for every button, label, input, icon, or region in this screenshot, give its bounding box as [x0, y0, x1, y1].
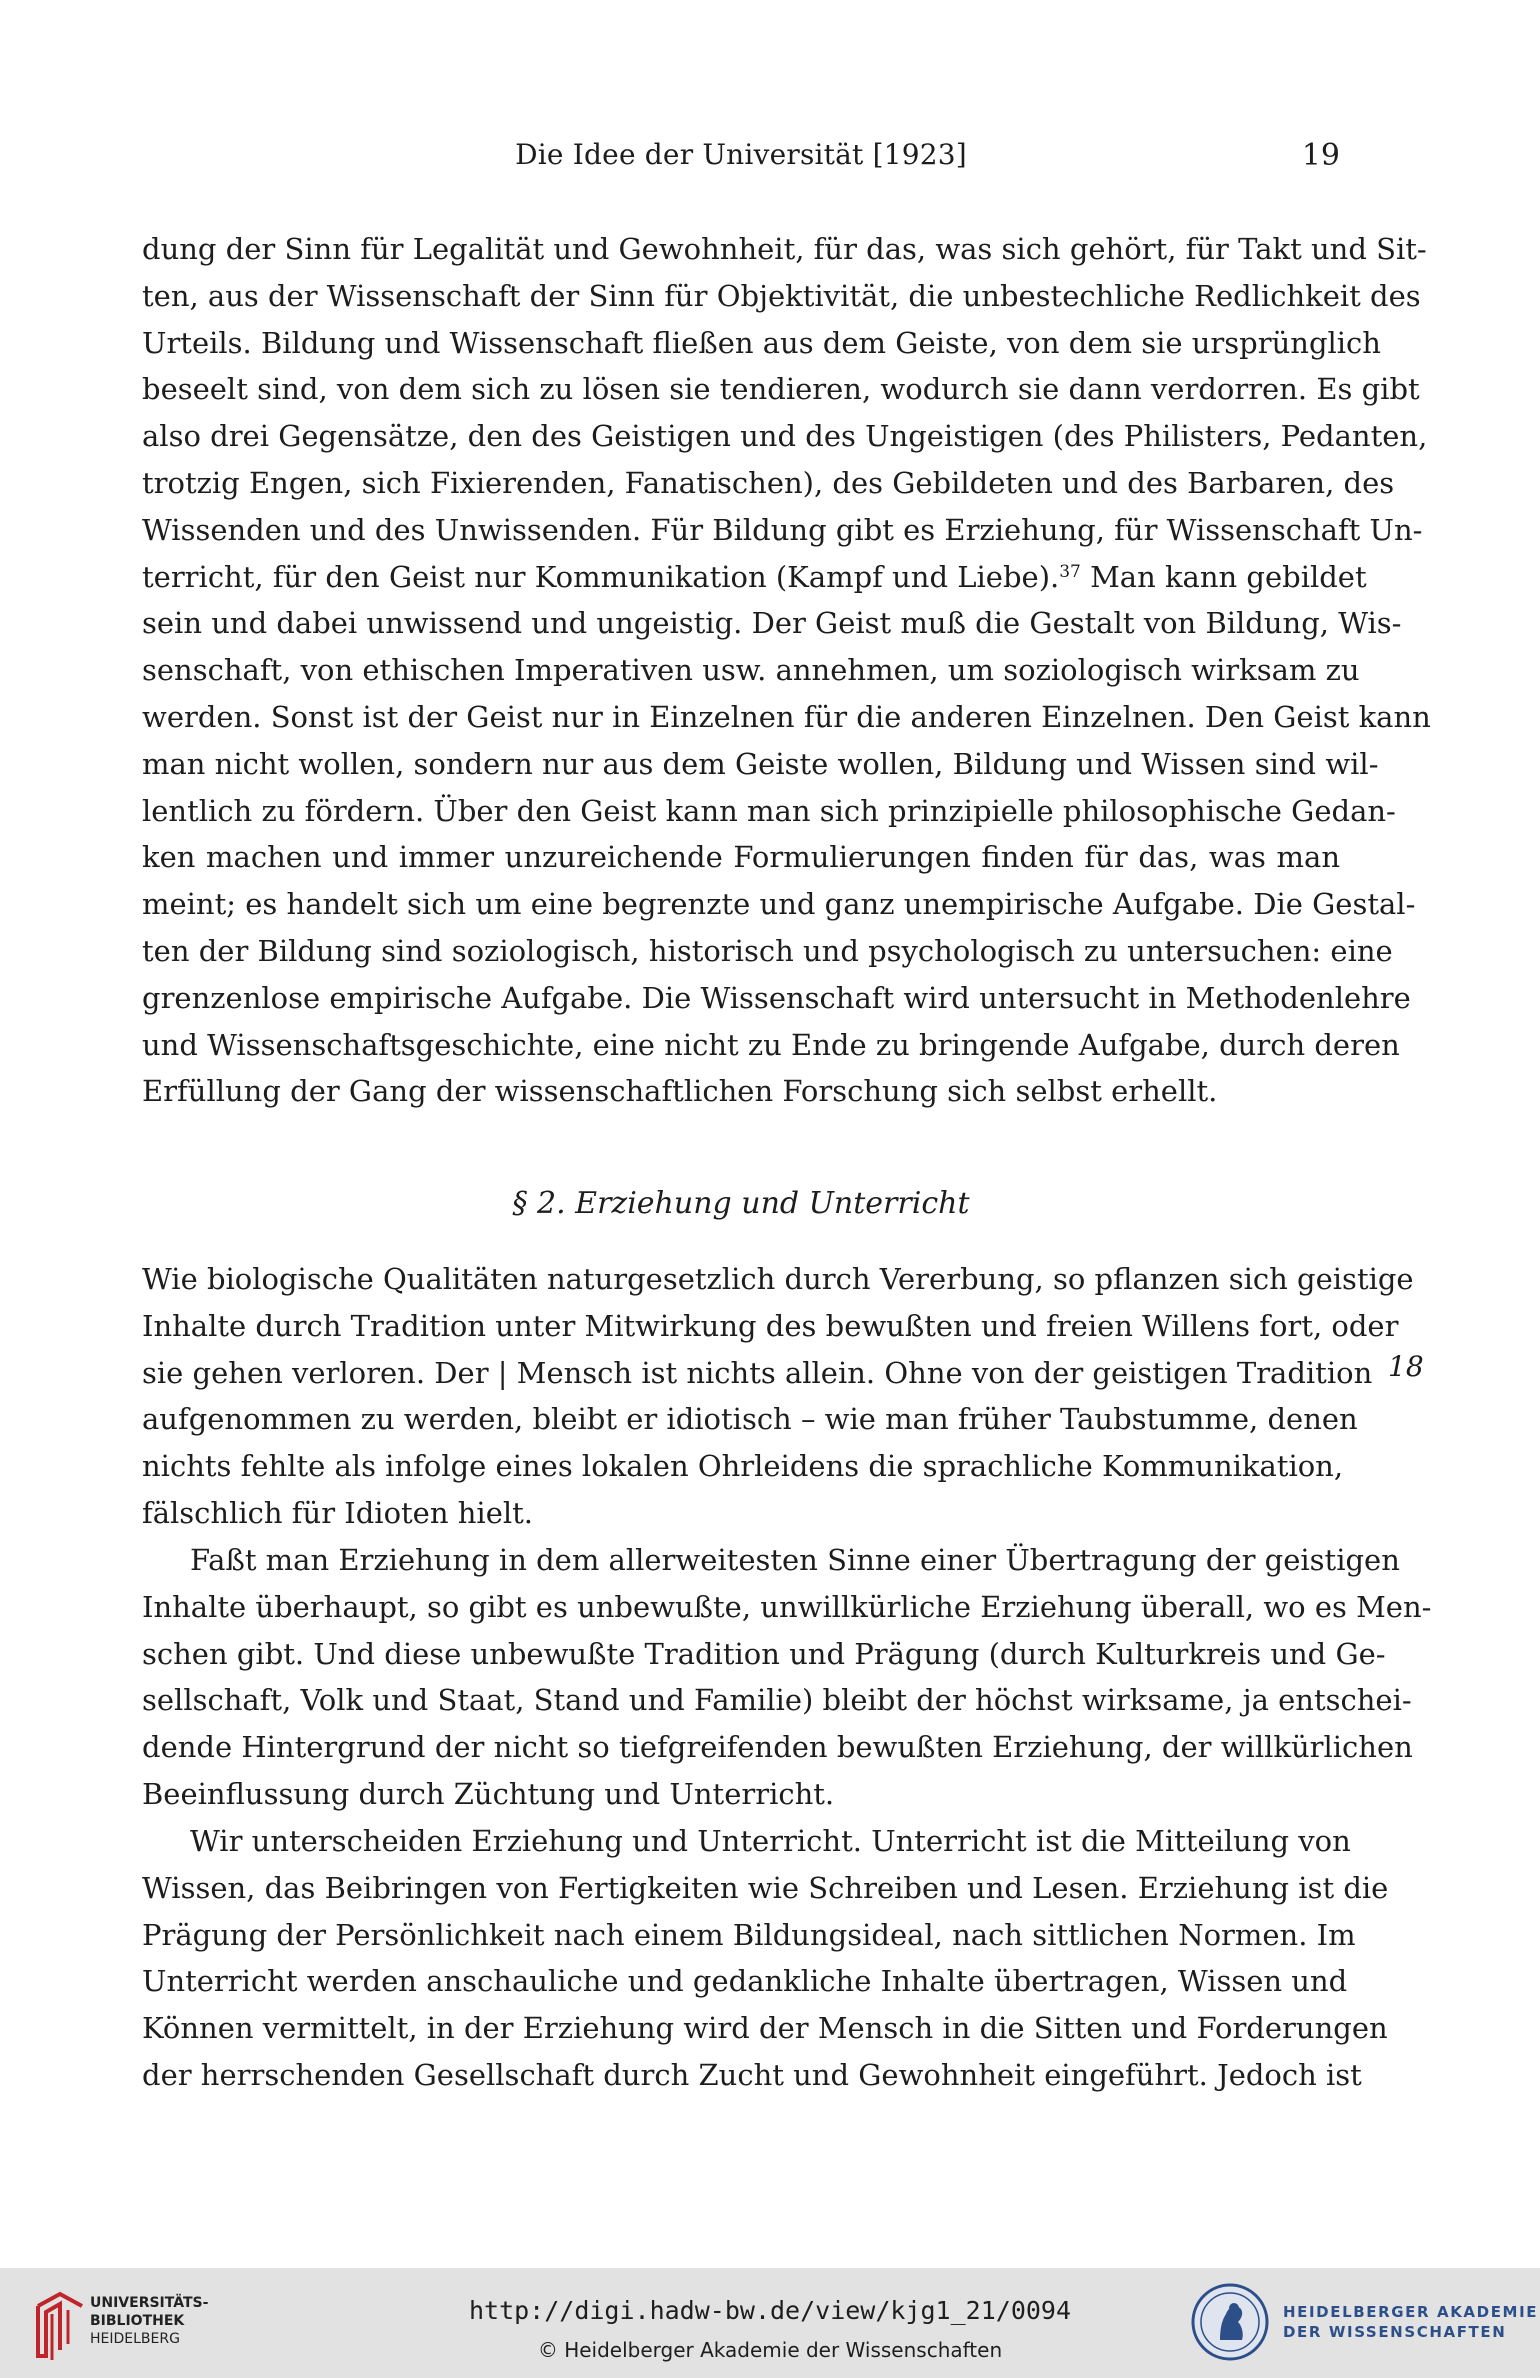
text-line: dende Hintergrund der nicht so tiefgreifenden bewußten Erziehung, der willkürlichen	[142, 1730, 1413, 1765]
text-line: grenzenlose empirische Aufgabe. Die Wissenschaft wird untersucht in Methodenlehre	[142, 980, 1411, 1015]
text-line: Prägung der Persönlichkeit nach einem Bildungsideal, nach sittlichen Normen. Im	[142, 1917, 1356, 1952]
text-line-with-footnote	[142, 554, 1367, 601]
text-line: sellschaft, Volk und Staat, Stand und Familie) bleibt der höchst wirksame, ja entschei-	[142, 1683, 1412, 1718]
text-line: fälschlich für Idioten hielt.	[142, 1495, 534, 1530]
paragraph-3	[142, 1818, 1389, 2099]
library-name-line: UNIVERSITÄTS-	[90, 2295, 209, 2311]
page-number: 19	[1301, 138, 1340, 173]
text-line: man nicht wollen, sondern nur aus dem Geiste wollen, Bildung und Wissen sind wil-	[142, 746, 1379, 781]
text-line: Inhalte durch Tradition unter Mitwirkung des bewußten und freien Willens fort, oder	[142, 1308, 1399, 1343]
text-line: also drei Gegensätze, den des Geistigen und des Ungeistigen (des Philisters, Pedanten,	[142, 419, 1428, 454]
text-line: Erfüllung der Gang der wissenschaftlichen Forschung sich selbst erhellt.	[142, 1074, 1218, 1109]
section-heading: § 2. Erziehung und Unterricht	[512, 1186, 970, 1221]
library-name-line: HEIDELBERG	[90, 2331, 180, 2347]
text-line: trotzig Engen, sich Fixierenden, Fanatischen), des Gebildeten und des Barbaren, des	[142, 465, 1395, 500]
margin-page-reference: 18	[1388, 1350, 1424, 1383]
permalink-url[interactable]: http://digi.hadw-bw.de/view/kjg1_21/0094	[468, 2296, 1072, 2325]
text-line: Wissen, das Beibringen von Fertigkeiten wie Schreiben und Lesen. Erziehung ist die	[142, 1870, 1389, 1905]
text-line: schen gibt. Und diese unbewußte Tradition und Prägung (durch Kulturkreis und Ge-	[142, 1636, 1386, 1671]
text-line: Inhalte überhaupt, so gibt es unbewußte, unwillkürliche Erziehung überall, wo es Men-	[142, 1589, 1432, 1624]
academy-seal-icon[interactable]	[1190, 2282, 1270, 2362]
paragraph-continued	[142, 226, 1431, 1115]
text-line: Wissenden und des Unwissenden. Für Bildung gibt es Erziehung, für Wissenschaft Un-	[142, 512, 1423, 547]
text-line: aufgenommen zu werden, bleibt er idiotisch – wie man früher Taubstumme, denen	[142, 1402, 1358, 1437]
running-head	[142, 138, 1340, 186]
text-line: Unterricht werden anschauliche und gedankliche Inhalte übertragen, Wissen und	[142, 1964, 1348, 1999]
text-line: Wie biologische Qualitäten naturgesetzlich durch Vererbung, so pflanzen sich geistige	[142, 1262, 1414, 1296]
line-text: Man kann gebildet	[1080, 559, 1367, 594]
text-line: Können vermittelt, in der Erziehung wird der Mensch in die Sitten und Forderungen	[142, 2011, 1388, 2046]
text-line: ten der Bildung sind soziologisch, historisch und psychologisch zu untersuchen: eine	[142, 933, 1393, 968]
viewer-footer	[0, 2268, 1540, 2378]
academy-name-line: DER WISSENSCHAFTEN	[1283, 2323, 1507, 2341]
library-name-line: BIBLIOTHEK	[90, 2313, 185, 2329]
running-title: Die Idee der Universität [1923]	[515, 138, 967, 171]
text-line: sie gehen verloren. Der | Mensch ist nichts allein. Ohne von der geistigen Tradition	[142, 1355, 1373, 1390]
text-line: Wir unterscheiden Erziehung und Unterricht. Unterricht ist die Mitteilung von	[190, 1824, 1351, 1858]
paragraph-2	[142, 1537, 1432, 1818]
text-line: senschaft, von ethischen Imperativen usw. annehmen, um soziologisch wirksam zu	[142, 653, 1360, 688]
academy-name-line: HEIDELBERGER AKADEMIE	[1283, 2303, 1539, 2321]
line-text: terricht, für den Geist nur Kommunikation (Kampf und Liebe).	[142, 559, 1060, 594]
text-line: werden. Sonst ist der Geist nur in Einzelnen für die anderen Einzelnen. Den Geist kann	[142, 699, 1431, 734]
copyright-notice: © Heidelberger Akademie der Wissenschaften	[537, 2338, 1003, 2362]
text-line: nichts fehlte als infolge eines lokalen Ohrleidens die sprachliche Kommunikation,	[142, 1449, 1344, 1484]
text-line: ken machen und immer unzureichende Formulierungen finden für das, was man	[142, 840, 1340, 875]
text-line: sein und dabei unwissend und ungeistig. Der Geist muß die Gestalt von Bildung, Wis-	[142, 606, 1402, 641]
text-line: ten, aus der Wissenschaft der Sinn für Objektivität, die unbestechliche Redlichkeit des	[142, 278, 1421, 313]
text-line: beseelt sind, von dem sich zu lösen sie tendieren, wodurch sie dann verdorren. Es gibt	[142, 372, 1420, 407]
text-line: Beeinflussung durch Züchtung und Unterricht.	[142, 1776, 835, 1811]
text-line: Faßt man Erziehung in dem allerweitesten Sinne einer Übertragung der geistigen	[190, 1543, 1400, 1577]
text-line: dung der Sinn für Legalität und Gewohnheit, für das, was sich gehört, für Takt und Sit-	[142, 232, 1427, 266]
text-line: meint; es handelt sich um eine begrenzte und ganz unempirische Aufgabe. Die Gestal-	[142, 887, 1416, 922]
text-line: Urteils. Bildung und Wissenschaft fließen aus dem Geiste, von dem sie ursprünglich	[142, 325, 1381, 360]
text-line: der herrschenden Gesellschaft durch Zucht und Gewohnheit eingeführt. Jedoch ist	[142, 2057, 1362, 2092]
academy-name	[1283, 2302, 1538, 2342]
text-line: und Wissenschaftsgeschichte, eine nicht zu Ende zu bringende Aufgabe, durch deren	[142, 1027, 1400, 1062]
footnote-reference[interactable]: 37	[1059, 561, 1081, 582]
text-line: lentlich zu fördern. Über den Geist kann man sich prinzipielle philosophische Gedan-	[142, 793, 1396, 828]
